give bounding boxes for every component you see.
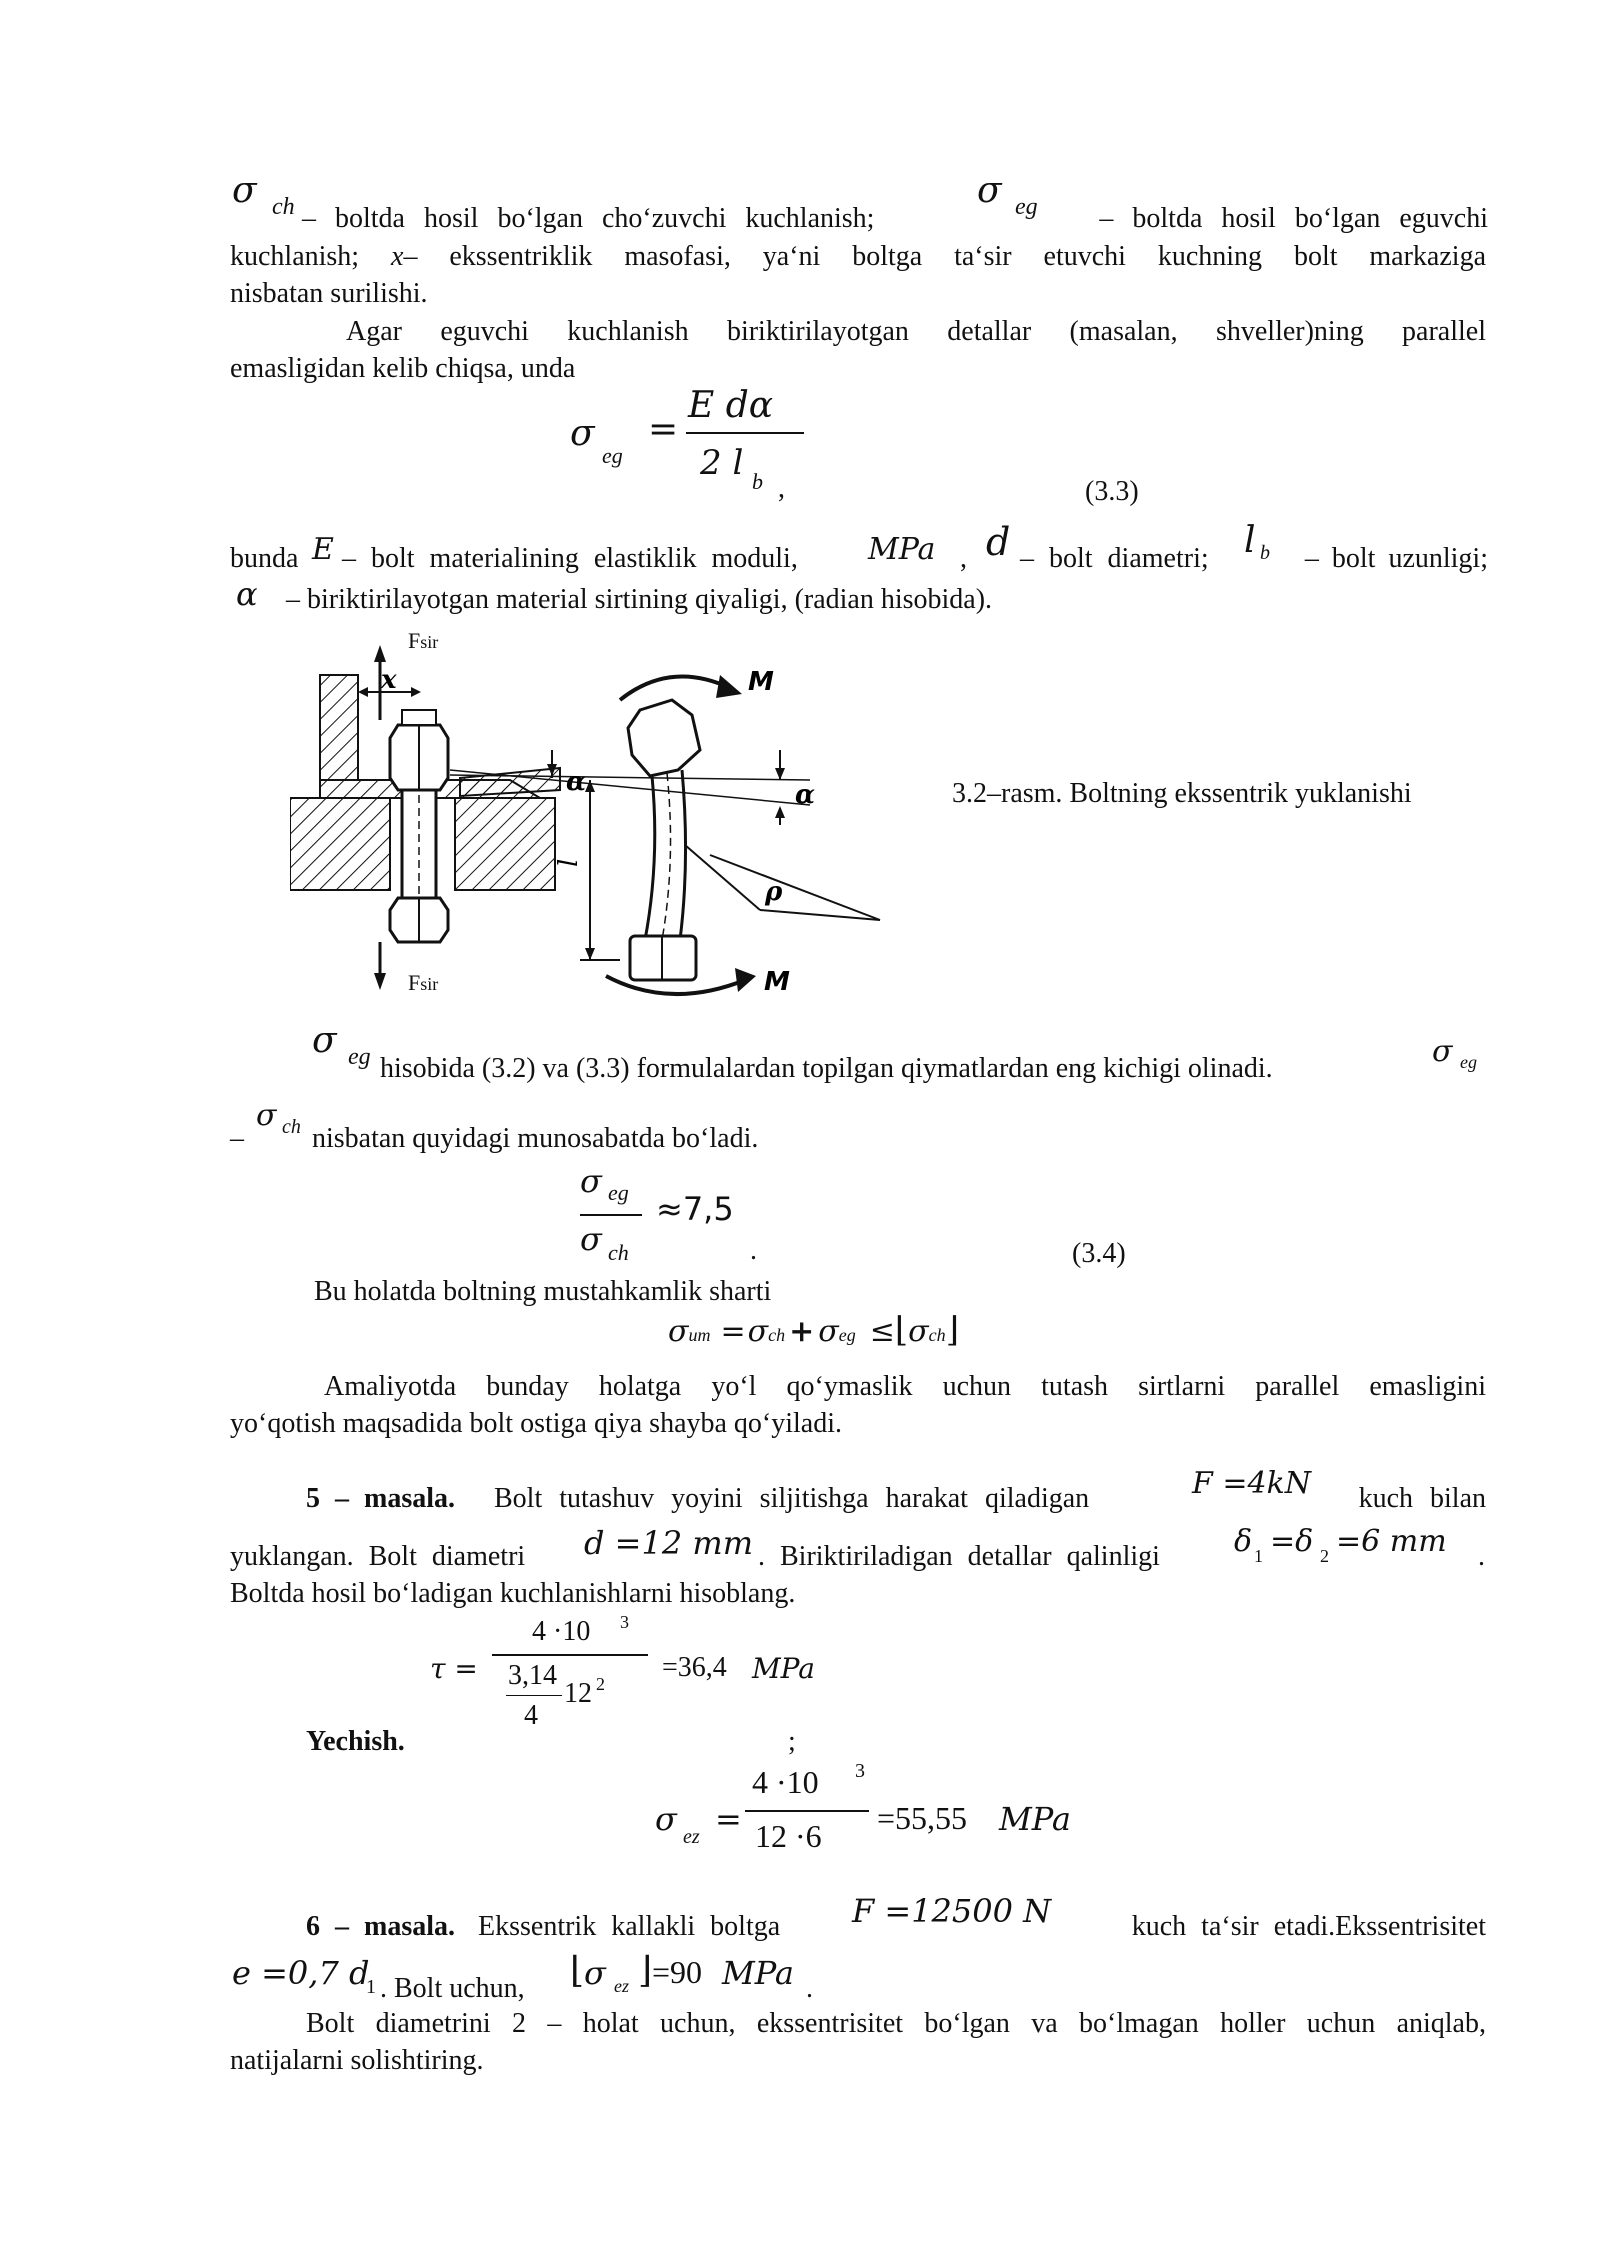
document-page (230, 0, 1488, 2262)
sigma-ez-unit: MPa (999, 1800, 1071, 1838)
var-l-sub: b (1260, 542, 1270, 564)
para4-sigma-eg-sub: eg (348, 1044, 371, 1070)
tau-lhs: τ = (430, 1652, 478, 1685)
alpha-angle-left: α (566, 767, 587, 797)
sigma-ch-symbol: σ (232, 170, 257, 211)
task6-heading: 6 – masala. (306, 1911, 455, 1942)
moment-M-bottom: M (764, 967, 790, 997)
eq33-sigma: σ (570, 413, 595, 454)
para4-line2 (230, 1090, 1488, 1154)
eq33-denominator-sub: b (752, 469, 763, 494)
tau-numerator-exp: 3 (620, 1612, 629, 1632)
task6-floor-left: ⌊ (570, 1950, 585, 1991)
task5-text1: Bolt tutashuv yoyini siljitishga harakat qiladigan (494, 1483, 1090, 1514)
task6-eccentricity: e =0,7 d (232, 1954, 370, 1992)
task5-delta2: =δ (1270, 1524, 1314, 1559)
tau-den-bar (506, 1695, 562, 1696)
sigma-ez-fraction-bar (745, 1810, 869, 1812)
task6-text3: . Bolt uchun, (380, 1973, 525, 2004)
rho-label: ρ (765, 877, 783, 907)
task6-sigma: σ (584, 1954, 606, 1992)
var-alpha: α (236, 575, 258, 613)
sigma-eg-subscript: eg (1015, 194, 1038, 220)
bent-bolt (628, 700, 700, 980)
eq34-num-sigma: σ (580, 1162, 602, 1200)
task5-dot: . (1478, 1541, 1485, 1572)
figure-caption: 3.2–rasm. Boltning ekssentrik yuklanishi (952, 778, 1412, 809)
cond-plus: + (789, 1314, 815, 1349)
para1-text3: – ekssentriklik masofasi, ya‘ni boltga ta‘sir etuvchi kuchning bolt markaziga (403, 241, 1486, 272)
para1-word: kuchlanish; (230, 241, 360, 272)
x-dimension-label: x (381, 665, 397, 695)
task6-line3: Bolt diametrini 2 – holat uchun, ekssentrisitet bo‘lgan va bo‘lmagan holler uchun aniqlab, (306, 2008, 1486, 2039)
para4-line1 (230, 1020, 1488, 1084)
moment-M-top: M (748, 667, 774, 697)
strength-condition (668, 1310, 1108, 1360)
para4-sigma-ch: σ (256, 1098, 277, 1133)
tau-den-numerator: 3,14 (508, 1660, 557, 1691)
x-variable: x (391, 241, 404, 272)
eq34-den-sub: ch (608, 1240, 629, 1265)
alpha-angle-right: α (795, 780, 816, 810)
solution-label: Yechish. (306, 1726, 405, 1757)
cond-sigma-um: σ (668, 1314, 689, 1349)
task6-text2: kuch ta‘sir etadi.Ekssentrisitet (1131, 1911, 1486, 1942)
para4-text1: hisobida (3.2) va (3.3) formulalardan topilgan qiymatlardan eng kichigi olinadi. (380, 1053, 1273, 1084)
cond-sigma-ch-allow: σ (908, 1314, 929, 1349)
para1-line1 (232, 170, 1488, 234)
eq34-num-sub: eg (608, 1180, 629, 1205)
eq34-rhs: ≈7,5 (656, 1190, 734, 1228)
tau-unit: MPa (752, 1652, 815, 1685)
upper-angle-wall (320, 675, 358, 780)
cond-sigma-eg: σ (818, 1314, 839, 1349)
sigma-ch-subscript: ch (272, 194, 295, 220)
task5-text3: yuklangan. Bolt diametri (230, 1541, 526, 1572)
tau-den-denominator: 4 (524, 1700, 538, 1731)
cond-sigma-ch-allow-sub: ch (928, 1325, 946, 1345)
task5-delta1-sub: 1 (1254, 1546, 1263, 1566)
task6-dot: . (806, 1973, 813, 2004)
para1-text1: – boltda hosil bo‘lgan cho‘zuvchi kuchlanish; (302, 203, 875, 234)
para1-line2 (230, 238, 1486, 275)
lb-dimension-label: l (554, 858, 584, 867)
force-F-top-sub: sir (420, 632, 439, 652)
para1-text2: – boltda hosil bo‘lgan eguvchi (1099, 203, 1488, 234)
eq34-dot: . (750, 1235, 757, 1266)
task6-rhs: =90 (652, 1954, 703, 1990)
sigma-eg-symbol: σ (977, 170, 1002, 211)
cond-sigma-ch: σ (747, 1314, 769, 1349)
eq33-label: (3.3) (1085, 476, 1139, 507)
para3-line1 (230, 520, 1488, 574)
task5-delta1: δ (1234, 1524, 1253, 1559)
eq34-fraction-bar (580, 1214, 642, 1216)
para3-line2 (230, 575, 1488, 620)
bolt-shank (402, 790, 436, 898)
task6-line1 (230, 1888, 1488, 1942)
equation-3-4 (580, 1162, 880, 1272)
eq34-den-sigma: σ (580, 1220, 602, 1258)
task6-force: F =12500 N (852, 1892, 1052, 1930)
task6-eccentricity-sub: 1 (366, 1976, 376, 1998)
sigma-ez-denominator: 12 ·6 (755, 1818, 822, 1854)
sigma-ez-lhs-sub: ez (683, 1826, 700, 1848)
force-F-bottom: F (408, 970, 421, 995)
force-F-top: F (408, 628, 421, 653)
task5-force: F =4kN (1192, 1466, 1312, 1501)
lower-plate-right (455, 798, 555, 890)
tau-numerator: 4 ·10 (532, 1616, 591, 1647)
bolt-thread-end (402, 710, 436, 725)
force-F-bottom-sub: sir (420, 974, 439, 994)
solution5-sigma (655, 1760, 1095, 1880)
para4-sigma-ch-sub: ch (282, 1116, 301, 1138)
eq33-comma: , (778, 473, 785, 504)
eq33-equals: = (648, 409, 679, 450)
lower-plate-left (290, 798, 390, 890)
cond-equals: = (720, 1314, 746, 1349)
para4-sigma-eg-2-sub: eg (1460, 1052, 1477, 1072)
para3-bunda: bunda (230, 543, 299, 574)
task5-line1 (230, 1460, 1488, 1514)
cond-floor-right: ⌋ (945, 1310, 959, 1350)
para3-text2: – bolt diametri; (1020, 543, 1209, 574)
para4-sigma-eg-2: σ (1432, 1034, 1453, 1069)
para5-text: Bu holatda boltning mustahkamlik sharti (314, 1276, 772, 1307)
sigma-ez-equals: = (715, 1800, 742, 1838)
task6-line2 (230, 1950, 1488, 2004)
task6-line4: natijalarni solishtiring. (230, 2045, 484, 2076)
eq33-fraction-bar (686, 432, 804, 434)
tau-fraction-bar (492, 1654, 648, 1656)
tau-den-exp: 2 (596, 1674, 605, 1694)
sigma-ez-numerator: 4 ·10 (752, 1764, 819, 1800)
eq33-denominator: 2 l (700, 443, 744, 483)
task5-text5: Boltda hosil bo‘ladigan kuchlanishlarni hisoblang. (230, 1578, 796, 1609)
sigma-ez-numerator-exp: 3 (855, 1760, 865, 1782)
eq33-sigma-sub: eg (602, 443, 623, 468)
para2-line1: Agar eguvchi kuchlanish biriktirilayotgan detallar (masalan, shveller)ning parallel (346, 316, 1486, 347)
sigma-ez-rhs: =55,55 (877, 1800, 968, 1836)
task5-text4: . Biriktiriladigan detallar qalinligi (758, 1541, 1160, 1572)
bolt-eccentric-load-diagram (290, 630, 890, 1010)
cond-sigma-um-sub: um (688, 1325, 711, 1345)
sigma-ez-lhs: σ (655, 1800, 677, 1838)
eq34-label: (3.4) (1072, 1238, 1126, 1269)
task5-heading: 5 – masala. (306, 1483, 455, 1514)
force-label-top (408, 628, 438, 654)
cond-floor-left: ⌊ (894, 1310, 909, 1350)
task6-floor-right: ⌋ (638, 1950, 653, 1991)
para3-comma: , (960, 543, 967, 574)
para3-text1: – bolt materialining elastiklik moduli, (342, 543, 798, 574)
cond-less-equal: ≤ (869, 1314, 895, 1349)
para3-text3: – bolt uzunligi; (1304, 543, 1488, 574)
task5-diameter: d =12 mm (584, 1524, 754, 1562)
equation-3-3 (570, 385, 1070, 505)
task5-line2 (230, 1518, 1488, 1572)
para4-text2: nisbatan quyidagi munosabatda bo‘ladi. (312, 1123, 759, 1154)
task5-delta2-sub: 2 (1320, 1546, 1329, 1566)
eq33-numerator: E dα (688, 385, 774, 426)
force-label-bottom (408, 970, 438, 996)
var-E: E (312, 532, 334, 567)
para6-line1: Amaliyotda bunday holatga yo‘l qo‘ymaslik uchun tutash sirtlarni parallel emasligini (324, 1371, 1486, 1402)
var-d: d (986, 520, 1011, 564)
cond-sigma-eg-sub: eg (838, 1325, 856, 1345)
solution5-tau (430, 1612, 870, 1742)
var-l: l (1244, 520, 1256, 561)
task5-text2: kuch bilan (1358, 1483, 1486, 1514)
task6-sigma-sub: ez (614, 1976, 629, 1996)
para2-line2: emasligidan kelib chiqsa, unda (230, 353, 576, 384)
tau-rhs: =36,4 (662, 1652, 727, 1683)
para3-text4: – biriktirilayotgan material sirtining qiyaligi, (radian hisobida). (286, 584, 993, 615)
tau-den-base: 12 (564, 1678, 592, 1709)
unit-mpa: MPa (868, 532, 936, 567)
cond-sigma-ch-sub: ch (768, 1325, 786, 1345)
task5-thickness: =6 mm (1336, 1524, 1447, 1559)
task6-unit: MPa (722, 1954, 794, 1992)
task6-text1: Ekssentrik kallakli boltga (478, 1911, 781, 1942)
para1-line3: nisbatan surilishi. (230, 278, 428, 309)
para4-sigma-eg: σ (312, 1020, 337, 1061)
para4-dash: – (230, 1123, 244, 1154)
solution-semicolon: ; (788, 1726, 796, 1757)
para6-line2: yo‘qotish maqsadida bolt ostiga qiya shayba qo‘yiladi. (230, 1408, 843, 1439)
